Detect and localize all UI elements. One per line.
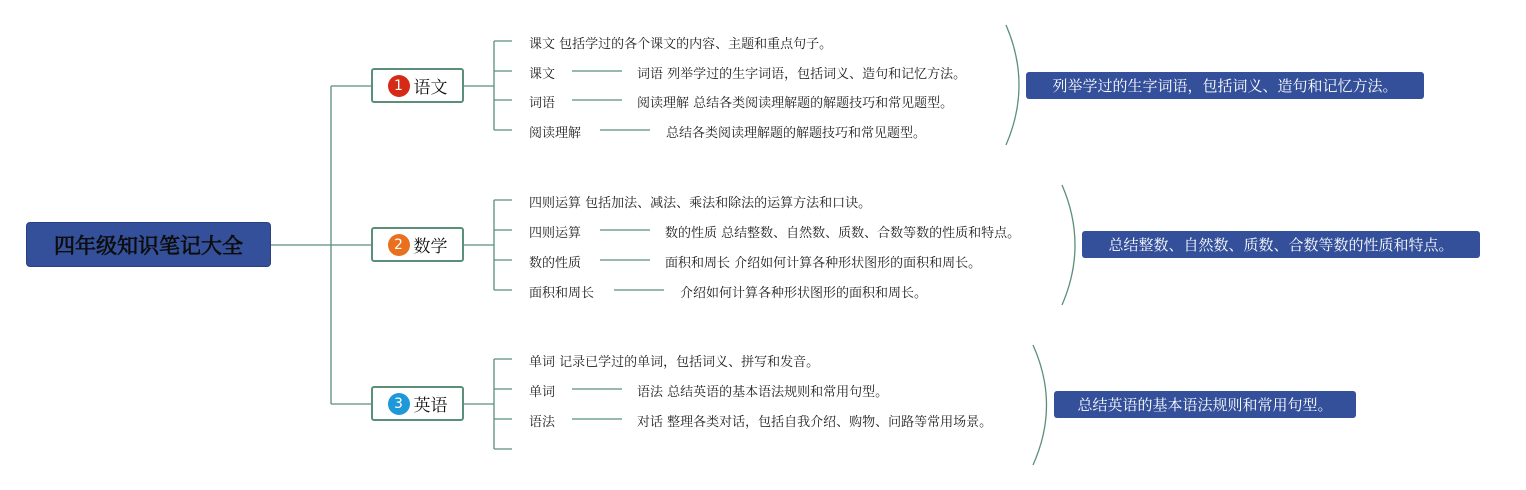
topic-detail: 介绍如何计算各种形状图形的面积和周长。 — [680, 286, 928, 301]
topic-text: 语法 — [529, 415, 556, 430]
topic-text: 面积和周长 — [529, 286, 595, 301]
topic-text: 数的性质 — [529, 256, 582, 271]
category-node-english[interactable] — [371, 386, 464, 421]
topic-detail: 总结各类阅读理解题的解题技巧和常见题型。 — [666, 126, 927, 141]
category-node-chinese[interactable] — [371, 68, 464, 103]
summary-box[interactable] — [1026, 72, 1424, 99]
summary-text: 总结整数、自然数、质数、合数等数的性质和特点。 — [1108, 236, 1454, 254]
summary-text: 列举学过的生字词语，包括词义、造句和记忆方法。 — [1052, 77, 1398, 95]
summary-text: 总结英语的基本语法规则和常用句型。 — [1077, 396, 1333, 414]
topic-detail: 语法 总结英语的基本语法规则和常用句型。 — [637, 385, 889, 400]
topic-detail: 面积和周长 介绍如何计算各种形状图形的面积和周长。 — [665, 256, 982, 271]
number-badge: 3 — [388, 393, 410, 415]
topic-detail: 对话 整理各类对话，包括自我介绍、购物、问路等常用场景。 — [637, 415, 993, 430]
topic-detail: 词语 列举学过的生字词语，包括词义、造句和记忆方法。 — [637, 67, 967, 82]
topic-detail: 数的性质 总结整数、自然数、质数、合数等数的性质和特点。 — [665, 226, 1021, 241]
root-label: 四年级知识笔记大全 — [54, 233, 243, 258]
summary-box[interactable] — [1082, 231, 1480, 258]
topic-text: 单词 记录已学过的单词，包括词义、拼写和发音。 — [529, 355, 820, 370]
topic-text: 课文 包括学过的各个课文的内容、主题和重点句子。 — [529, 37, 833, 52]
topic-text: 阅读理解 — [529, 126, 582, 141]
topic-text: 单词 — [529, 385, 556, 400]
topic-text: 词语 — [529, 96, 556, 111]
topic-detail: 阅读理解 总结各类阅读理解题的解题技巧和常见题型。 — [637, 96, 954, 111]
category-label: 英语 — [413, 396, 448, 416]
category-label: 数学 — [413, 237, 448, 257]
number-badge: 2 — [388, 234, 410, 256]
topic-text: 四则运算 — [529, 226, 582, 241]
topic-text: 四则运算 包括加法、减法、乘法和除法的运算方法和口诀。 — [529, 196, 872, 211]
category-node-math[interactable] — [371, 227, 464, 262]
number-badge: 1 — [388, 75, 410, 97]
category-label: 语文 — [413, 78, 448, 98]
root-node[interactable] — [26, 222, 271, 267]
topic-text: 课文 — [529, 67, 556, 82]
summary-box[interactable] — [1054, 391, 1356, 418]
